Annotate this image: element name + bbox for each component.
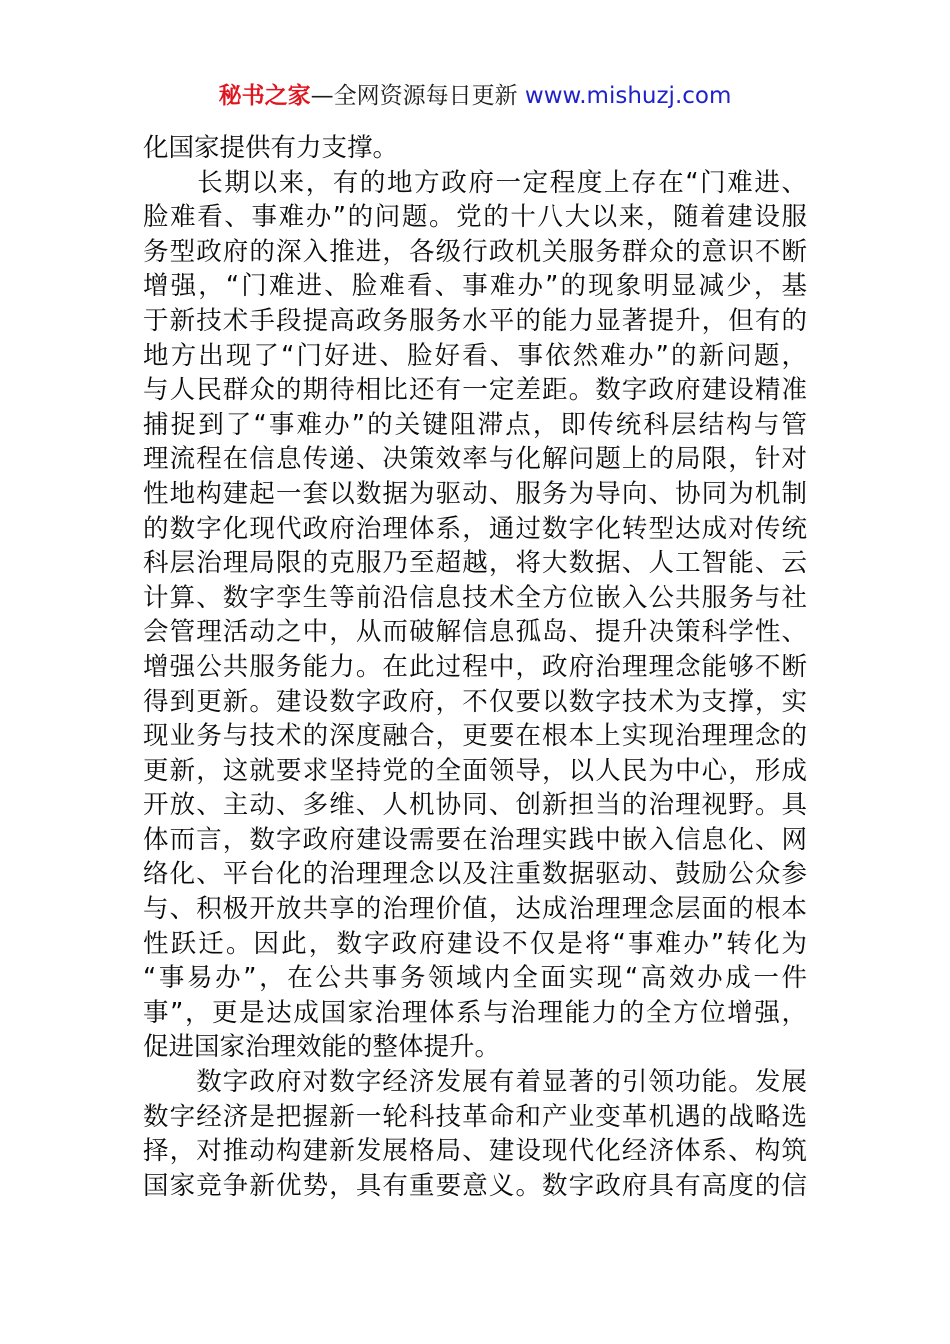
site-tagline: —全网资源每日更新 xyxy=(310,83,518,109)
text-line: 开放、主动、多维、人机协同、创新担当的治理视野。具 xyxy=(143,790,807,821)
text-line: 性地构建起一套以数据为驱动、服务为导向、协同为机制 xyxy=(143,478,807,509)
text-line: 化国家提供有力支撑。 xyxy=(143,133,399,163)
text-line: “事易办”，在公共事务领域内全面实现“高效办成一件 xyxy=(143,963,807,994)
text-line: 与、积极开放共享的治理价值，达成治理理念层面的根本 xyxy=(143,894,807,925)
text-line: 国家竞争新优势，具有重要意义。数字政府具有高度的信 xyxy=(143,1170,807,1201)
text-line: 计算、数字孪生等前沿信息技术全方位嵌入公共服务与社 xyxy=(143,582,807,613)
text-line: 增强公共服务能力。在此过程中，政府治理理念能够不断 xyxy=(143,651,807,682)
text-line: 务型政府的深入推进，各级行政机关服务群众的意识不断 xyxy=(143,236,807,267)
site-brand: 秘书之家 xyxy=(218,83,311,109)
text-line: 得到更新。建设数字政府，不仅要以数字技术为支撑，实 xyxy=(143,686,807,717)
text-line: 体而言，数字政府建设需要在治理实践中嵌入信息化、网 xyxy=(143,824,807,855)
text-line: 事”，更是达成国家治理体系与治理能力的全方位增强， xyxy=(143,997,807,1028)
text-line: 长期以来，有的地方政府一定程度上存在“门难进、 xyxy=(143,167,807,198)
text-line: 更新，这就要求坚持党的全面领导，以人民为中心，形成 xyxy=(143,755,807,786)
text-line: 会管理活动之中，从而破解信息孤岛、提升决策科学性、 xyxy=(143,617,807,648)
text-line: 科层治理局限的克服乃至超越，将大数据、人工智能、云 xyxy=(143,548,807,579)
text-line: 数字政府对数字经济发展有着显著的引领功能。发展 xyxy=(143,1067,807,1098)
document-body xyxy=(143,131,807,1203)
text-line: 理流程在信息传递、决策效率与化解问题上的局限，针对 xyxy=(143,444,807,475)
page-header xyxy=(0,80,950,112)
text-line: 捕捉到了“事难办”的关键阻滞点，即传统科层结构与管 xyxy=(143,409,807,440)
text-line: 数字经济是把握新一轮科技革命和产业变革机遇的战略选 xyxy=(143,1101,807,1132)
text-line: 络化、平台化的治理理念以及注重数据驱动、鼓励公众参 xyxy=(143,859,807,890)
text-line: 于新技术手段提高政务服务水平的能力显著提升，但有的 xyxy=(143,305,807,336)
text-line: 的数字化现代政府治理体系，通过数字化转型达成对传统 xyxy=(143,513,807,544)
text-line: 促进国家治理效能的整体提升。 xyxy=(143,1032,501,1063)
text-line: 与人民群众的期待相比还有一定差距。数字政府建设精准 xyxy=(143,375,807,406)
text-line: 择，对推动构建新发展格局、建设现代化经济体系、构筑 xyxy=(143,1136,807,1167)
text-line: 性跃迁。因此，数字政府建设不仅是将“事难办”转化为 xyxy=(143,928,807,959)
text-line: 地方出现了“门好进、脸好看、事依然难办”的新问题， xyxy=(143,340,807,371)
text-line: 现业务与技术的深度融合，更要在根本上实现治理理念的 xyxy=(143,721,807,752)
text-line: 增强，“门难进、脸难看、事难办”的现象明显减少，基 xyxy=(143,271,807,302)
site-url[interactable]: www.mishuzj.com xyxy=(524,83,732,109)
text-line: 脸难看、事难办”的问题。党的十八大以来，随着建设服 xyxy=(143,202,807,233)
